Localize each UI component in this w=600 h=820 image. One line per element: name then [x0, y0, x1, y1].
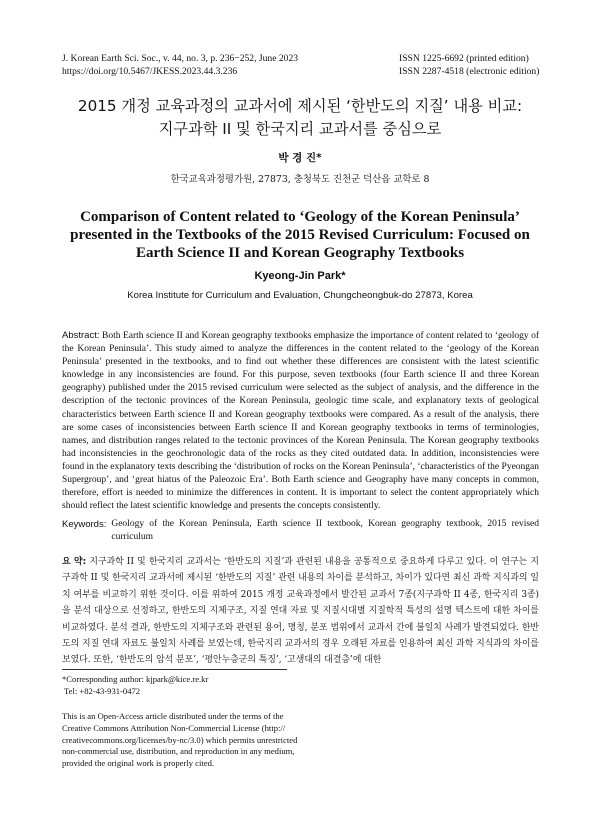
journal-header: [62, 52, 298, 78]
english-affiliation: Korea Institute for Curriculum and Evaluation, Chungcheongbuk-do 27873, Korea: [127, 290, 473, 301]
corresponding-footnote: [62, 674, 302, 697]
korean-abstract-text: 지구과학 II 및 한국지리 교과서는 ‘한반도의 지질’과 관련된 내용을 공통적으로 중요하게 다루고 있다. 이 연구는 지구과학 II 및 한국지리 교과서에 제시된 ‘한반도의 지질’ 관련 내용의 차이를 분석하고, 차이가 있다면 최신 과학 지식과의 일치 여부를 비교하기 위한 것이다. 이를 위하여 2015 개정 교육과정에서 발간된 교과서 7종(지구과학 II 4종, 한국지리 3종)을 분석 대상으로 선정하고, 한반도의 지체구조, 지질 연대 자료 및 지질시대별 지질학적 특성의 설명 텍스트에 대한 차이를 비교하였다. 분석 결과, 한반도의 지체구조와 관련된 용어, 명칭, 분포 범위에서 교과서 간에 불일치 사례가 발견되었다. 한반도의 지질 연대 자료도 불일치 사례를 보였는데, 한국지리 교과서의 경우 오래된 자료를 인용하여 최신 과학 지식과의 차이를 보였다. 또한, ‘한반도의 암석 분포’, ‘평안누층군의 특징’, ‘고생대의 대결층’에 대한: [62, 557, 539, 666]
doi-link[interactable]: https://doi.org/10.5467/JKESS.2023.44.3.236: [62, 66, 238, 77]
english-abstract: [62, 329, 539, 513]
issn-electronic: ISSN 2287-4518 (electronic edition): [399, 66, 540, 77]
license-line: non-commercial use, distribution, and reproduction in any medium,: [62, 746, 295, 757]
korean-affiliation: 한국교육과정평가원, 27873, 충청북도 진천군 덕산읍 교학로 8: [170, 174, 430, 185]
keywords-label: Keywords:: [62, 519, 107, 530]
abstract-text: Both Earth science II and Korean geography textbooks emphasize the importance of content related to ‘geology of the Korean Peninsula’. This study aimed to analyze the differences in the content related to the ‘geology of the Korean Peninsula’ presented in the textbooks, and to find out whether these differences are consistent with the latest scientific knowledge in any inconsistencies are found. For this purpose, seven textbooks (four Earth science II and three Korean geography) published under the 2015 revised curriculum were selected as the subject of analysis, and the difference in the description of the tectonic provinces of the Korean Peninsula, geologic time scale, and explanatory texts of geological characteristics between Earth science II and Korean geography textbooks were compared. As a result of the analysis, there are some cases of inconsistencies between Earth science II and Korean geography textbooks in terms of terminologies, names, and distribution ranges related to the tectonic provinces of the Korean Peninsula. The Korean geography textbooks had inconsistencies in the geochronologic data of the rocks as they cited outdated data. In addition, inconsistencies were found in the explanatory texts describing the ‘distribution of rocks on the Korean Peninsula’, ‘characteristics of the Pyeongan Supergroup’, and ‘great hiatus of the Paleozoic Era’. Both Earth science and Geography have many concepts in common, therefore, effort is needed to minimize the differences in content. It is important to select the content appropriately which should reflect the latest scientific knowledge and presents the concepts consistently.: [62, 331, 539, 512]
issn-header: [399, 52, 539, 78]
license-notice: [62, 711, 312, 770]
korean-author: 박 경 진*: [278, 152, 322, 164]
license-line: creativecommons.org/licenses/by-nc/3.0) which permits unrestricted: [62, 734, 298, 745]
english-title: Comparison of Content related to ‘Geology of the Korean Peninsula’ presented in the Textbooks of the 2015 Revised Curriculum: Focused on Earth Science II and Korean Geography Textbooks: [70, 209, 530, 261]
journal-citation: J. Korean Earth Sci. Soc., v. 44, no. 3, p. 236−252, June 2023: [62, 53, 299, 64]
corresponding-author: *Corresponding author: kjpark@kice.re.kr: [62, 674, 209, 684]
korean-abstract-label: 요 약:: [62, 557, 87, 567]
abstract-label: Abstract:: [62, 330, 100, 341]
keywords: [62, 518, 539, 544]
issn-print: ISSN 1225-6692 (printed edition): [399, 53, 529, 64]
footnote-divider: [62, 669, 287, 670]
license-line: provided the original work is properly cited.: [62, 758, 215, 769]
corresponding-tel: Tel: +82-43-931-0472: [64, 685, 141, 696]
keywords-text: Geology of the Korean Peninsula, Earth science II textbook, Korean geography textbook, 2015 revised curriculum: [111, 519, 539, 543]
korean-abstract: [62, 554, 539, 669]
korean-title-line1: 2015 개정 교육과정의 교과서에 제시된 ‘한반도의 지질’ 내용 비교:: [77, 97, 523, 115]
korean-title: [40, 95, 560, 141]
license-line: Creative Commons Attribution Non-Commercial License (http://: [62, 722, 286, 733]
korean-title-line2: 지구과학 II 및 한국지리 교과서를 중심으로: [158, 120, 442, 138]
license-line: This is an Open-Access article distributed under the terms of the: [62, 711, 284, 721]
english-author: Kyeong-Jin Park*: [254, 270, 346, 282]
